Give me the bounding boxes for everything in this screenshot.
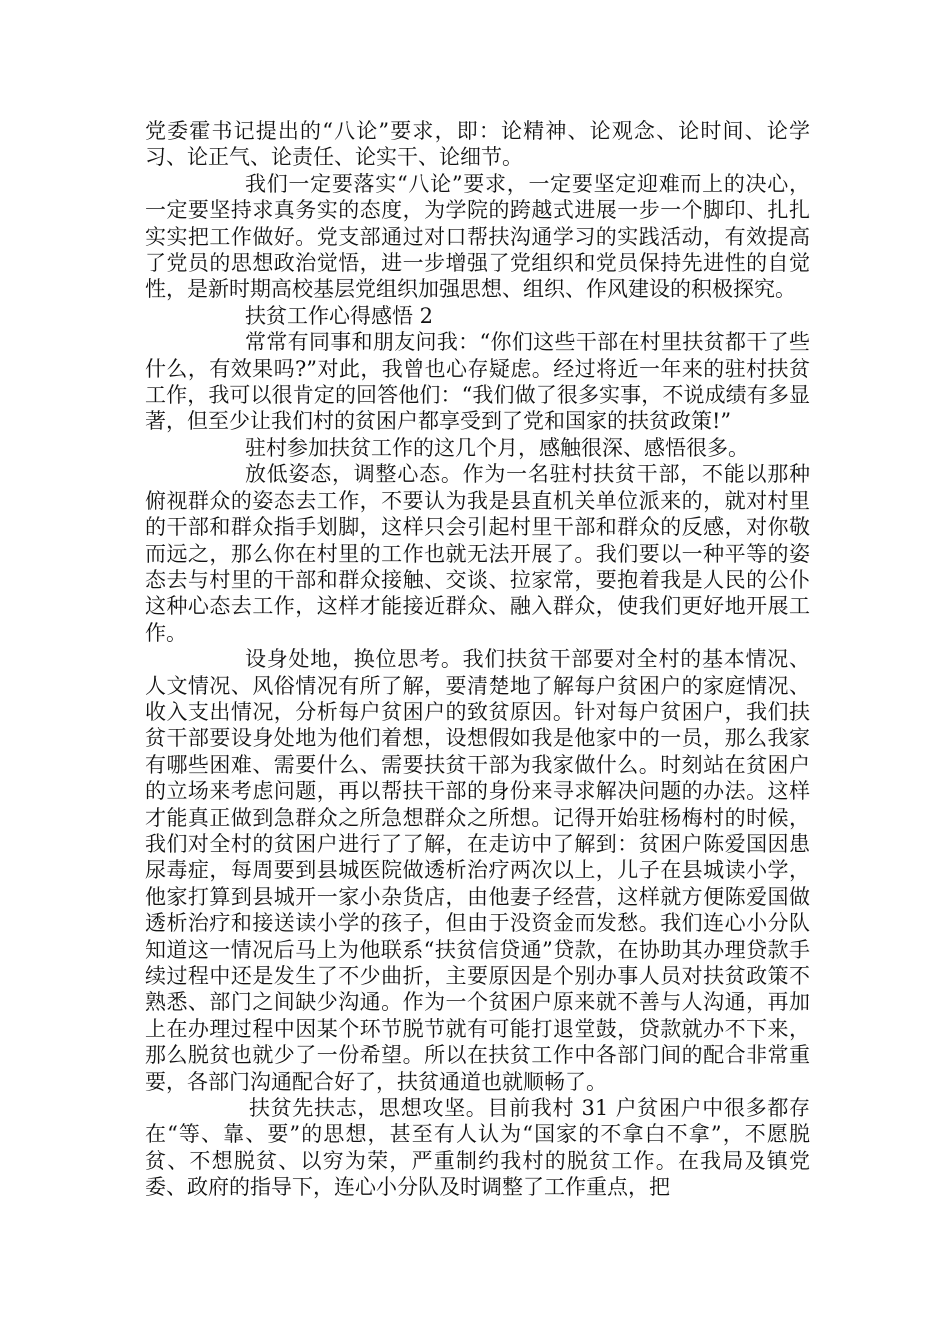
paragraph-lower-posture: 放低姿态，调整心态。作为一名驻村扶贫干部，不能以那种俯视群众的姿态去工作，不要认为我是县直机关单位派来的，就对村里的干部和群众指手划脚，这样只会引起村里干部和群众的反感，对你敬而远之，那么你在村里的工作也就无法开展了。我们要以一种平等的姿态去与村里的干部和群众接触、交谈、拉家常，要抱着我是人民的公仆这种心态去工作，这样才能接近群众、融入群众，使我们更好地开展工作。 [145, 462, 810, 645]
document-page [145, 118, 810, 1201]
section-heading: 扶贫工作心得感悟 2 [245, 303, 434, 328]
paragraph-support-ambition: 扶贫先扶志，思想攻坚。目前我村 31 户贫困户中很多都存在“等、靠、要”的思想，甚至有人认为“国家的不拿白不拿”，不愿脱贫、不想脱贫、以穷为荣，严重制约我村的脱贫工作。在我局及镇党委、政府的指导下，连心小分队及时调整了工作重点，把 [145, 1096, 810, 1200]
paragraph-implement-requirements: 我们一定要落实“八论”要求，一定要坚定迎难而上的决心，一定要坚持求真务实的态度，为学院的跨越式进展一步一个脚印、扎扎实实把工作做好。党支部通过对口帮扶沟通学习的实践活动，有效提高了党员的思想政治觉悟，进一步增强了党组织和党员保持先进性的自觉性，是新时期高校基层党组织加强思想、组织、作风建设的积极探究。 [145, 171, 810, 302]
paragraph-feelings: 驻村参加扶贫工作的这几个月，感触很深、感悟很多。 [245, 435, 749, 460]
paragraph-empathy: 设身处地，换位思考。我们扶贫干部要对全村的基本情况、人文情况、风俗情况有所了解，要清楚地了解每户贫困户的家庭情况、收入支出情况，分析每户贫困户的致贫原因。针对每户贫困户，我们扶贫干部要设身处地为他们着想，设想假如我是他家中的一员，那么我家有哪些困难、需要什么、需要扶贫干部为我家做什么。时刻站在贫困户的立场来考虑问题，再以帮扶干部的身份来寻求解决问题的办法。这样才能真正做到急群众之所急想群众之所想。记得开始驻杨梅村的时候，我们对全村的贫困户进行了了解，在走访中了解到：贫困户陈爱国因患尿毒症，每周要到县城医院做透析治疗两次以上，儿子在县城读小学，他家打算到县城开一家小杂货店，由他妻子经营，这样就方便陈爱国做透析治疗和接送读小学的孩子，但由于没资金而发愁。我们连心小分队知道这一情况后马上为他联系“扶贫信贷通”贷款，在协助其办理贷款手续过程中还是发生了不少曲折，主要原因是个别办事人员对扶贫政策不熟悉、部门之间缺少沟通。作为一个贫困户原来就不善与人沟通，再加上在办理过程中因某个环节脱节就有可能打退堂鼓，贷款就办不下来，那么脱贫也就少了一份希望。所以在扶贫工作中各部门间的配合非常重要，各部门沟通配合好了，扶贫通道也就顺畅了。 [145, 647, 810, 1094]
paragraph-eight-requirements: 党委霍书记提出的“八论”要求，即：论精神、论观念、论时间、论学习、论正气、论责任、论实干、论细节。 [145, 119, 810, 170]
paragraph-colleague-question: 常常有同事和朋友问我：“你们这些干部在村里扶贫都干了些什么，有效果吗?”对此，我曾也心存疑虑。经过将近一年来的驻村扶贫工作，我可以很肯定的回答他们：“我们做了很多实事，不说成绩有多显著，但至少让我们村的贫困户都享受到了党和国家的扶贫政策!” [145, 330, 810, 434]
